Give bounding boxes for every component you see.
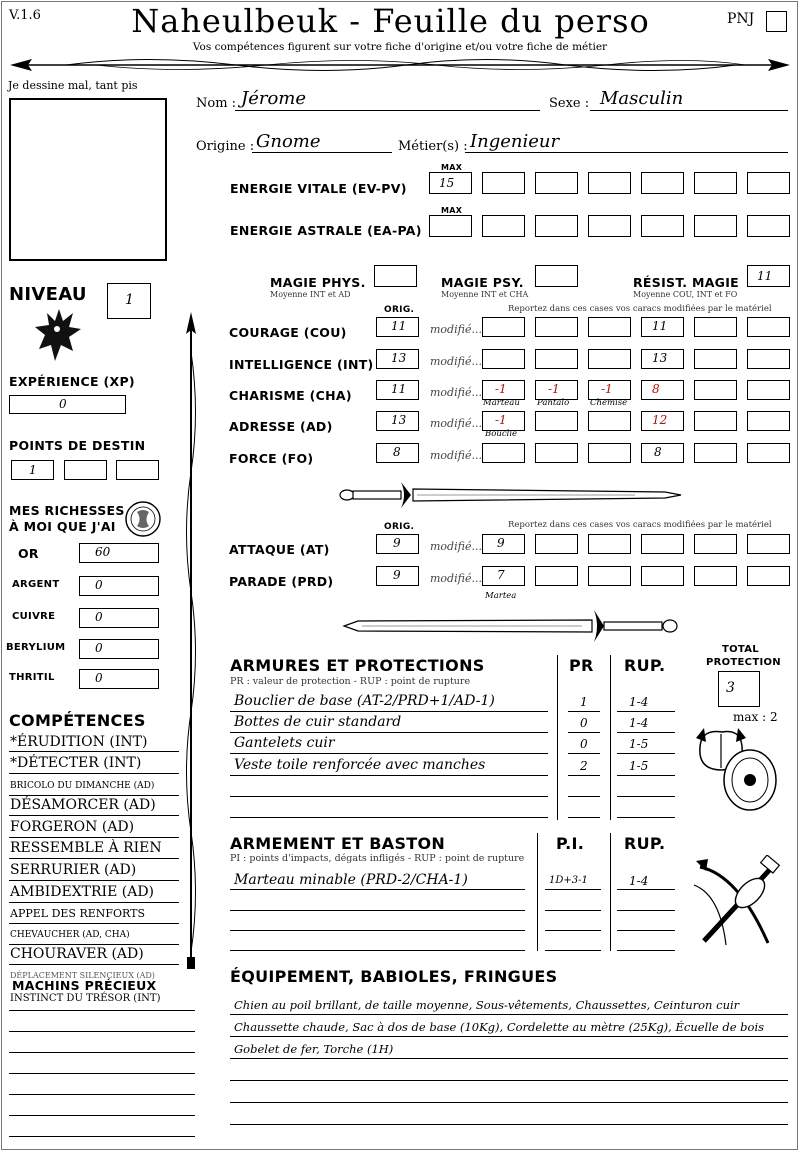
competence-line [9,944,179,945]
magie-phys-note: Moyenne INT et AD [270,290,351,299]
int-final-value: 13 [652,351,668,365]
int-mod-box-2[interactable] [535,349,578,369]
int-mod-box-1[interactable] [482,349,525,369]
cha-final-value: 8 [652,382,660,396]
ad-orig-value: 13 [391,413,407,427]
at-mod-box-2[interactable] [535,534,578,554]
competence-item[interactable]: CHOURAVER (AD) [10,946,144,962]
armure-row-1-rup[interactable]: 1-4 [629,695,649,709]
prd-mod-box-4[interactable] [641,566,684,586]
prd-mod-box-2[interactable] [535,566,578,586]
armure-row-3-pr[interactable]: 0 [580,737,588,751]
ad-mod-1-note: Bouclie [485,429,518,439]
fo-mod-box-3[interactable] [588,443,631,463]
ad-modifie-label: modifié... [430,417,482,430]
prd-mod-value: 7 [497,568,505,582]
competence-line [9,815,179,816]
arme-row-1-name[interactable]: Marteau minable (PRD-2/CHA-1) [234,872,468,888]
competence-line [9,880,179,881]
cou-mod-box-3[interactable] [588,317,631,337]
nom-value[interactable]: Jérome [241,88,307,109]
armures-rup-header: RUP. [624,656,666,675]
vertical-spear-ornament [180,312,202,972]
crossed-weapons-icon [690,855,785,955]
sword-ornament-bottom [342,606,682,646]
origine-value[interactable]: Gnome [256,131,321,152]
arme-row-3-rup-line [617,930,675,931]
armures-note: PR : valeur de protection - RUP : point de rupture [230,676,471,687]
armure-row-5-line [230,796,548,797]
armure-row-5-pr-line [568,796,600,797]
nom-label: Nom : [196,96,237,111]
armement-pi-header: P.I. [556,834,585,853]
equipement-line-3[interactable]: Gobelet de fer, Torche (1H) [234,1042,394,1056]
at-orig-value: 9 [393,536,401,550]
total-protection-box[interactable] [718,671,760,707]
equipement-rule [230,1058,788,1059]
at-label: ATTAQUE (AT) [229,542,330,557]
ea-box-5[interactable] [641,215,684,237]
armement-col-divider-2 [610,833,611,951]
armure-row-1-rup-line [617,711,675,712]
resist-magie-note: Moyenne COU, INT et FO [633,290,738,299]
competence-line [9,964,179,965]
origine-label: Origine : [196,139,255,154]
portrait-label: Je dessine mal, tant pis [8,79,138,92]
machins-line [9,1094,195,1095]
ea-max-label: MAX [441,206,463,215]
cou-final-value: 11 [652,319,668,333]
arme-row-2-pi-line [545,910,601,911]
cou-mod-box-6[interactable] [747,317,790,337]
competence-line [9,902,179,903]
arme-row-4-line [230,950,525,951]
total-protection-label-1: TOTAL [722,644,759,655]
competence-item[interactable]: SERRURIER (AD) [10,862,137,878]
equipement-rule [230,1124,788,1125]
armure-row-2-name[interactable]: Bottes de cuir standard [234,714,402,730]
competence-item[interactable]: BRICOLO DU DIMANCHE (AD) [10,781,155,791]
equipement-rule [230,1036,788,1037]
at-modifie-label: modifié... [430,540,482,553]
fo-mod-box-6[interactable] [747,443,790,463]
competence-item[interactable]: AMBIDEXTRIE (AD) [10,884,155,900]
metier-label: Métier(s) : [398,139,468,154]
arme-row-1-pi-line [545,889,601,890]
prd-orig-value: 9 [393,568,401,582]
prd-mod-note: Martea [485,591,517,601]
ad-mod-box-3[interactable] [588,411,631,431]
ea-box-2[interactable] [482,215,525,237]
destin-box-2[interactable] [64,460,107,480]
or-label: OR [18,546,39,561]
armure-row-3-rup-line [617,753,675,754]
armure-row-4-pr[interactable]: 2 [580,759,588,773]
at-mod-box-3[interactable] [588,534,631,554]
competence-item[interactable]: CHEVAUCHER (AD, CHA) [10,930,130,940]
prd-mod-box-5[interactable] [694,566,737,586]
ad-mod-box-2[interactable] [535,411,578,431]
competence-line [9,858,179,859]
cou-label: COURAGE (COU) [229,325,347,340]
armure-row-4-name[interactable]: Veste toile renforcée avec manches [234,757,486,773]
cuivre-label: CUIVRE [12,611,56,622]
cou-mod-box-5[interactable] [694,317,737,337]
portrait-box[interactable] [9,98,167,261]
caracs-orig-label: ORIG. [384,305,415,315]
int-mod-box-5[interactable] [694,349,737,369]
armure-row-3-pr-line [568,753,600,754]
equipement-title: ÉQUIPEMENT, BABIOLES, FRINGUES [230,967,558,986]
at-mod-box-5[interactable] [694,534,737,554]
armure-row-6-rup-line [617,817,675,818]
nom-line [235,110,540,111]
competence-line [9,837,179,838]
magie-psy-box[interactable] [535,265,578,287]
cha-mod-2-value: -1 [548,382,560,396]
metier-line [465,152,788,153]
ea-label: ENERGIE ASTRALE (EA-PA) [230,223,422,238]
armure-row-3-line [230,753,548,754]
armure-row-1-pr-line [568,711,600,712]
ad-final-value: 12 [652,413,668,427]
armure-row-2-rup-line [617,732,675,733]
fo-modifie-label: modifié... [430,449,482,462]
magie-psy-note: Moyenne INT et CHA [441,290,529,299]
cha-modifie-label: modifié... [430,386,482,399]
fo-mod-box-4[interactable] [641,443,684,463]
or-box[interactable] [79,543,159,563]
metier-value[interactable]: Ingenieur [470,131,560,152]
arme-row-4-pi-line [545,950,601,951]
cha-mod-1-note: Marteau [483,398,520,408]
armure-row-4-rup-line [617,775,675,776]
cou-mod-box-2[interactable] [535,317,578,337]
richesses-label-2: À MOI QUE J'AI [9,519,116,534]
competence-line [9,923,179,924]
at-mod-box-6[interactable] [747,534,790,554]
resist-magie-value: 11 [757,269,773,283]
cha-mod-box-6[interactable] [747,380,790,400]
armures-col-divider-1 [557,655,558,820]
fo-mod-box-1[interactable] [482,443,525,463]
armure-row-6-line [230,817,548,818]
prd-mod-box-3[interactable] [588,566,631,586]
competence-item[interactable]: DÉSAMORCER (AD) [10,797,156,813]
competence-item[interactable]: *DÉTECTER (INT) [10,755,142,771]
armure-row-3-name[interactable]: Gantelets cuir [234,735,335,751]
cha-mod-1-value: -1 [495,382,507,396]
ad-mod-1-value: -1 [495,413,507,427]
competence-item[interactable]: RESSEMBLE À RIEN [10,840,162,856]
armures-title: ARMURES ET PROTECTIONS [230,656,485,675]
armement-col-divider-1 [537,833,538,951]
ev-label: ENERGIE VITALE (EV-PV) [230,181,407,196]
armure-row-2-pr-line [568,732,600,733]
competence-line [9,773,179,774]
armement-rup-header: RUP. [624,834,666,853]
experience-value: 0 [59,397,67,411]
armure-row-3-rup[interactable]: 1-5 [629,737,649,751]
armure-row-5-rup-line [617,796,675,797]
total-protection-value: 3 [726,680,735,696]
arme-row-2-line [230,910,525,911]
thritil-label: THRITIL [9,672,55,683]
prd-label: PARADE (PRD) [229,574,334,589]
cha-mod-3-note: Chemise [590,398,628,408]
ad-mod-box-6[interactable] [747,411,790,431]
equipement-line-2[interactable]: Chaussette chaude, Sac à dos de base (10Kg), Cordelette au mètre (25Kg), Écuelle de bois [234,1020,765,1034]
armure-row-2-pr[interactable]: 0 [580,716,588,730]
ad-label: ADRESSE (AD) [229,419,333,434]
competence-item[interactable]: DÉPLACEMENT SILENCIEUX (AD) [10,971,155,980]
armure-row-4-pr-line [568,775,600,776]
niveau-value: 1 [125,292,134,308]
machins-title: MACHINS PRÉCIEUX [12,978,157,993]
ev-box-5[interactable] [641,172,684,194]
fo-final-value: 8 [654,445,662,459]
cuivre-value: 0 [95,610,103,624]
ev-box-3[interactable] [535,172,578,194]
arme-row-3-pi-line [545,930,601,931]
version-label: V.1.6 [9,8,41,23]
berylium-box[interactable] [79,639,159,659]
armement-note: PI : points d'impacts, dégats infligés - RUP : point de rupture [230,853,525,864]
arme-row-1-pi[interactable]: 1D+3-1 [549,875,588,886]
berylium-label: BERYLIUM [6,642,66,653]
arme-row-3-line [230,930,525,931]
dragon-icon [33,305,85,365]
at-mod-box-4[interactable] [641,534,684,554]
pnj-label: PNJ [727,11,755,27]
int-modifie-label: modifié... [430,355,482,368]
fo-label: FORCE (FO) [229,451,314,466]
or-value: 60 [95,545,111,559]
ev-max-label: MAX [441,163,463,172]
int-mod-box-3[interactable] [588,349,631,369]
coin-icon [124,500,162,538]
argent-box[interactable] [79,576,159,596]
thritil-box[interactable] [79,669,159,689]
ad-mod-box-5[interactable] [694,411,737,431]
magie-phys-label: MAGIE PHYS. [270,275,366,290]
ea-box-7[interactable] [747,215,790,237]
title-spear-ornament [6,52,794,78]
fo-mod-box-2[interactable] [535,443,578,463]
ea-box-6[interactable] [694,215,737,237]
cou-modifie-label: modifié... [430,323,482,336]
machins-line [9,1136,195,1137]
ev-box-6[interactable] [694,172,737,194]
machins-item[interactable]: INSTINCT DU TRÉSOR (INT) [10,993,161,1004]
arme-row-1-line [230,889,525,890]
machins-line [9,1052,195,1053]
armure-row-1-name[interactable]: Bouclier de base (AT-2/PRD+1/AD-1) [234,693,495,709]
machins-line [9,1115,195,1116]
pnj-checkbox[interactable] [766,11,787,32]
ev-box-2[interactable] [482,172,525,194]
armement-title: ARMEMENT ET BASTON [230,834,446,853]
cou-mod-box-1[interactable] [482,317,525,337]
arme-row-1-rup-line [617,889,675,890]
prd-mod-box-6[interactable] [747,566,790,586]
destin-label: POINTS DE DESTIN [9,438,146,453]
arme-row-4-rup-line [617,950,675,951]
ev-value: 15 [439,176,455,190]
sword-ornament-top [335,476,685,514]
competence-line [9,795,179,796]
argent-label: ARGENT [12,579,60,590]
int-orig-value: 13 [391,351,407,365]
argent-value: 0 [95,578,103,592]
sheet-title: Naheulbeuk - Feuille du perso [131,2,650,40]
arme-row-1-rup[interactable]: 1-4 [629,874,649,888]
cha-mod-box-5[interactable] [694,380,737,400]
max-protection-note: max : 2 [733,710,778,724]
armure-row-4-rup[interactable]: 1-5 [629,759,649,773]
competences-title: COMPÉTENCES [9,711,146,730]
cha-label: CHARISME (CHA) [229,388,352,403]
berylium-value: 0 [95,641,103,655]
resist-magie-label: RÉSIST. MAGIE [633,275,740,290]
competence-item[interactable]: APPEL DES RENFORTS [10,907,146,920]
sexe-value[interactable]: Masculin [600,88,684,109]
magie-psy-label: MAGIE PSY. [441,275,524,290]
ea-max-box[interactable] [429,215,472,237]
sheet-subtitle: Vos compétences figurent sur votre fiche d'origine et/ou votre fiche de métier [192,41,608,53]
ev-box-4[interactable] [588,172,631,194]
cuivre-box[interactable] [79,608,159,628]
competence-item[interactable]: *ÉRUDITION (INT) [10,734,148,750]
total-protection-label-2: PROTECTION [706,657,781,668]
competence-item[interactable]: FORGERON (AD) [10,819,135,835]
armure-row-6-pr-line [568,817,600,818]
caracs-note: Reportez dans ces cases vos caracs modifiées par le matériel [508,304,772,314]
sexe-line [590,110,788,111]
magie-phys-box[interactable] [374,265,417,287]
armure-row-1-line [230,711,548,712]
equipement-rule [230,1014,788,1015]
helmet-shield-icon [694,724,780,814]
armure-row-1-pr[interactable]: 1 [580,695,588,709]
cha-orig-value: 11 [391,382,407,396]
prd-modifie-label: modifié... [430,572,482,585]
fo-mod-box-5[interactable] [694,443,737,463]
fo-orig-value: 8 [393,445,401,459]
machins-line [9,1010,195,1011]
machins-line [9,1031,195,1032]
destin-value: 1 [29,463,37,477]
competence-line [9,751,179,752]
armures-col-divider-2 [610,655,611,820]
thritil-value: 0 [95,671,103,685]
armure-row-2-rup[interactable]: 1-4 [629,716,649,730]
machins-line [9,1073,195,1074]
cha-mod-2-note: Pantalo [537,398,570,408]
cha-mod-3-value: -1 [601,382,613,396]
origine-line [252,152,392,153]
cou-orig-value: 11 [391,319,407,333]
int-label: INTELLIGENCE (INT) [229,357,374,372]
equipement-line-1[interactable]: Chien au poil brillant, de taille moyenne, Sous-vêtements, Chaussettes, Ceinturon cuir [234,998,740,1012]
richesses-label-1: MES RICHESSES [9,503,125,518]
ev-box-7[interactable] [747,172,790,194]
cha-mod-box-4[interactable] [641,380,684,400]
armure-row-2-line [230,732,548,733]
experience-label: EXPÉRIENCE (XP) [9,374,135,389]
niveau-label: NIVEAU [9,284,87,305]
destin-box-3[interactable] [116,460,159,480]
ea-box-3[interactable] [535,215,578,237]
at-mod-value: 9 [497,536,505,550]
armures-pr-header: PR [569,656,594,675]
arme-row-2-rup-line [617,910,675,911]
combat-note: Reportez dans ces cases vos caracs modifiées par le matériel [508,520,772,530]
combat-orig-label: ORIG. [384,522,415,532]
armure-row-4-line [230,775,548,776]
equipement-rule [230,1080,788,1081]
sexe-label: Sexe : [549,96,590,111]
experience-box[interactable] [9,395,126,414]
ea-box-4[interactable] [588,215,631,237]
int-mod-box-6[interactable] [747,349,790,369]
equipement-rule [230,1102,788,1103]
